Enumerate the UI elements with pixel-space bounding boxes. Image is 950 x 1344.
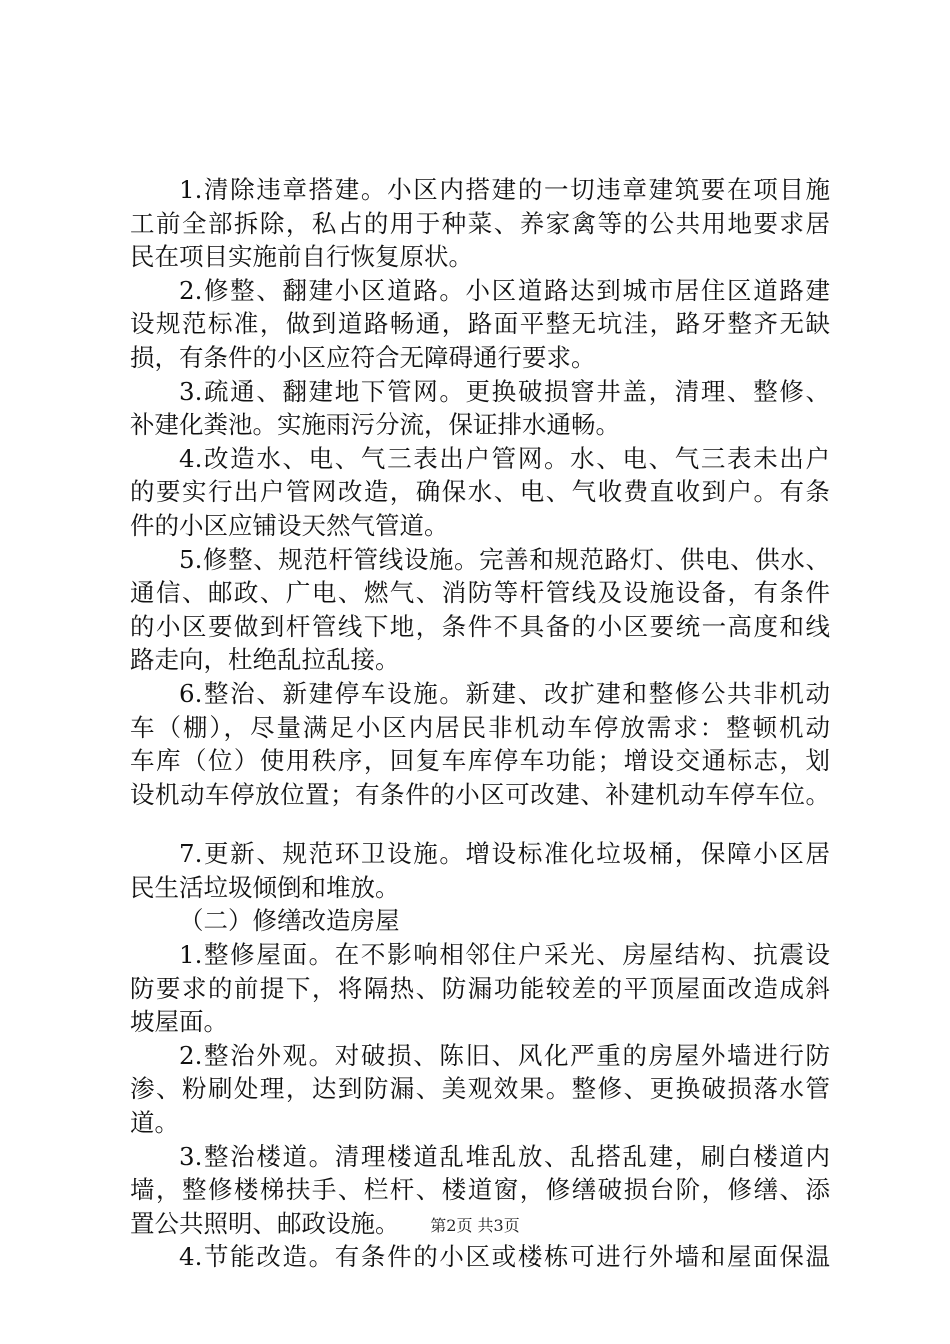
paragraph-line: 1.清除违章搭建。小区内搭建的一切违章建筑要在项目施 bbox=[179, 175, 830, 204]
paragraph-line: 件的小区应铺设天然气管道。 bbox=[130, 510, 449, 540]
paragraph-line: 民在项目实施前自行恢复原状。 bbox=[130, 242, 473, 272]
paragraph-line: 损，有条件的小区应符合无障碍通行要求。 bbox=[130, 342, 596, 372]
paragraph-line: 2.整治外观。对破损、陈旧、风化严重的房屋外墙进行防 bbox=[179, 1040, 830, 1070]
paragraph-line: 1.整修屋面。在不影响相邻住户采光、房屋结构、抗震设 bbox=[179, 940, 830, 970]
paragraph-line: 坡屋面。 bbox=[130, 1007, 228, 1037]
paragraph-line: 墙，整修楼梯扶手、栏杆、楼道窗，修缮破损台阶，修缮、添 bbox=[130, 1175, 830, 1205]
paragraph-line: 工前全部拆除，私占的用于种菜、养家禽等的公共用地要求居 bbox=[130, 208, 830, 238]
paragraph-line: 补建化粪池。实施雨污分流，保证排水通畅。 bbox=[130, 410, 620, 440]
paragraph-line: 路走向，杜绝乱拉乱接。 bbox=[130, 645, 400, 675]
paragraph-line: 6.整治、新建停车设施。新建、改扩建和整修公共非机动 bbox=[179, 678, 830, 708]
paragraph-line: 设规范标准，做到道路畅通，路面平整无坑洼，路牙整齐无缺 bbox=[130, 309, 830, 339]
paragraph-line: 道。 bbox=[130, 1108, 179, 1138]
paragraph-gap bbox=[130, 811, 830, 837]
document-body bbox=[130, 173, 830, 1274]
paragraph-line: 民生活垃圾倾倒和堆放。 bbox=[130, 872, 400, 902]
paragraph-line: 4.改造水、电、气三表出户管网。水、电、气三表未出户 bbox=[179, 443, 830, 473]
paragraph-line: 2.修整、翻建小区道路。小区道路达到城市居住区道路建 bbox=[179, 275, 830, 305]
paragraph-line: 的小区要做到杆管线下地，条件不具备的小区要统一高度和线 bbox=[130, 611, 830, 641]
paragraph-line: 5.修整、规范杆管线设施。完善和规范路灯、供电、供水、 bbox=[179, 544, 830, 574]
paragraph-line: 设机动车停放位置；有条件的小区可改建、补建机动车停车位。 bbox=[130, 779, 830, 809]
paragraph-line: 渗、粉刷处理，达到防漏、美观效果。整修、更换破损落水管 bbox=[130, 1074, 830, 1104]
paragraph-line: 置公共照明、邮政设施。 bbox=[130, 1208, 400, 1238]
paragraph-line: 通信、邮政、广电、燃气、消防等杆管线及设施设备，有条件 bbox=[130, 578, 830, 608]
paragraph-line: 4.节能改造。有条件的小区或楼栋可进行外墙和屋面保温 bbox=[179, 1242, 830, 1272]
page-footer: 第2页 共3页 bbox=[430, 1216, 520, 1235]
paragraph-line: 防要求的前提下，将隔热、防漏功能较差的平顶屋面改造成斜 bbox=[130, 973, 830, 1003]
section-heading: （二）修缮改造房屋 bbox=[179, 906, 400, 936]
paragraph-line: 7.更新、规范环卫设施。增设标准化垃圾桶，保障小区居 bbox=[179, 839, 830, 869]
paragraph-line: 3.整治楼道。清理楼道乱堆乱放、乱搭乱建，刷白楼道内 bbox=[179, 1141, 830, 1171]
paragraph-line: 车库（位）使用秩序，回复车库停车功能；增设交通标志，划 bbox=[130, 746, 830, 776]
paragraph-line: 的要实行出户管网改造，确保水、电、气收费直收到户。有条 bbox=[130, 477, 830, 507]
paragraph-line: 3.疏通、翻建地下管网。更换破损窨井盖，清理、整修、 bbox=[179, 376, 830, 406]
paragraph-line: 车（棚），尽量满足小区内居民非机动车停放需求：整顿机动 bbox=[130, 712, 830, 742]
